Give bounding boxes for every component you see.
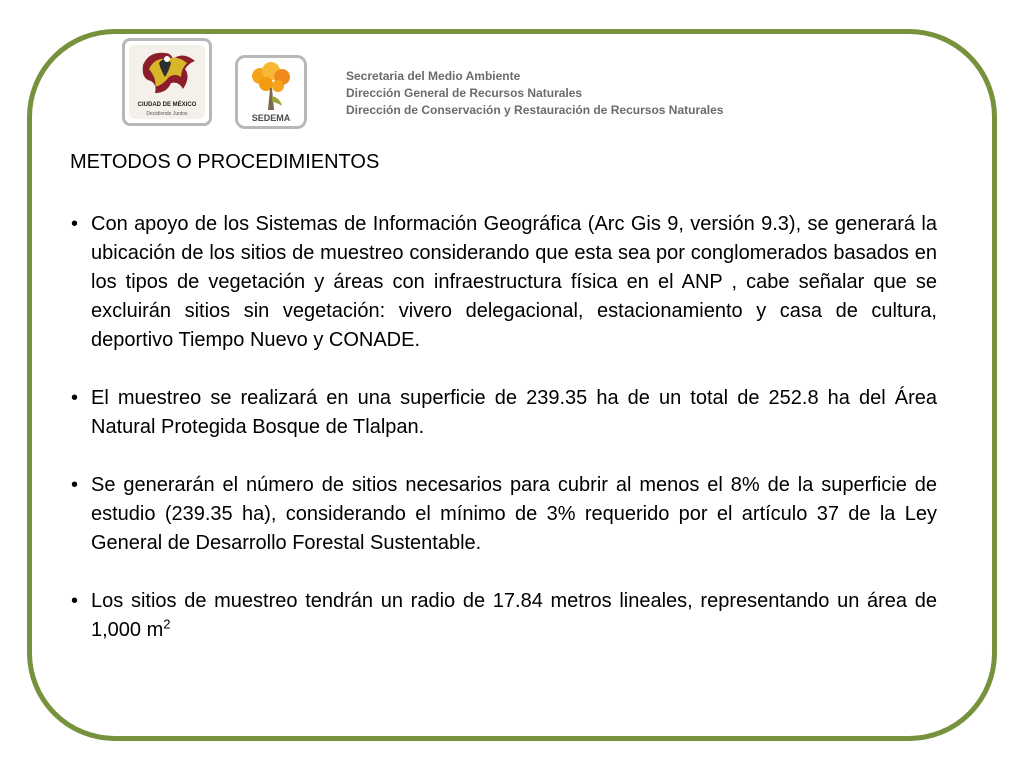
bullet-text: Los sitios de muestreo tendrán un radio de 17.84 metros lineales, representando un área de 1,000 m (91, 590, 937, 641)
header-line-direccion-conservacion: Dirección de Conservación y Restauración de Recursos Naturales (346, 103, 724, 117)
bullet-marker: • (71, 590, 79, 612)
section-title: METODOS O PROCEDIMIENTOS (70, 151, 380, 173)
bullet-text: Se generarán el número de sitios necesarios para cubrir al menos el 8% de la superficie de estudio (239.35 ha), considerando el mínimo de 3% requerido por el artículo 37 de la Ley General de Desarrollo Forestal Sustentable. (91, 474, 937, 554)
bullet-text: Con apoyo de los Sistemas de Información Geográfica (Arc Gis 9, versión 9.3), se generará la ubicación de los sitios de muestreo considerando que esta sea por conglomerados basados en los tipos de vegetación y áreas con infraestructura física en el ANP , cabe señalar que se excluirán sitios sin vegetación: vivero delegacional, estacionamiento y casa de cultura, deportivo Tiempo Nuevo y CONADE. (91, 213, 937, 351)
cdmx-logo-name: CIUDAD DE MÉXICO (137, 102, 197, 108)
sedema-logo (235, 55, 307, 129)
bullet-item (70, 471, 937, 558)
bullet-item (70, 210, 937, 355)
bullet-list (70, 210, 937, 674)
bullet-marker: • (71, 213, 79, 235)
bullet-marker: • (71, 474, 79, 496)
superscript-2: 2 (163, 616, 171, 632)
bullet-text: El muestreo se realizará en una superficie de 239.35 ha de un total de 252.8 ha del Área Natural Protegida Bosque de Tlalpan. (91, 387, 937, 438)
header-organization (346, 68, 723, 119)
cdmx-logo-tagline: Decidiendo Juntos (146, 111, 188, 117)
cdmx-logo (122, 38, 212, 126)
header-line-secretaria: Secretaria del Medio Ambiente (346, 69, 521, 83)
bullet-marker: • (71, 387, 79, 409)
tree-icon (238, 60, 304, 114)
bullet-item (70, 384, 937, 442)
bullet-item (70, 587, 937, 645)
sedema-logo-label: SEDEMA (251, 113, 291, 123)
header-line-direccion-general: Dirección General de Recursos Naturales (346, 86, 583, 100)
cdmx-emblem-icon (125, 43, 209, 103)
